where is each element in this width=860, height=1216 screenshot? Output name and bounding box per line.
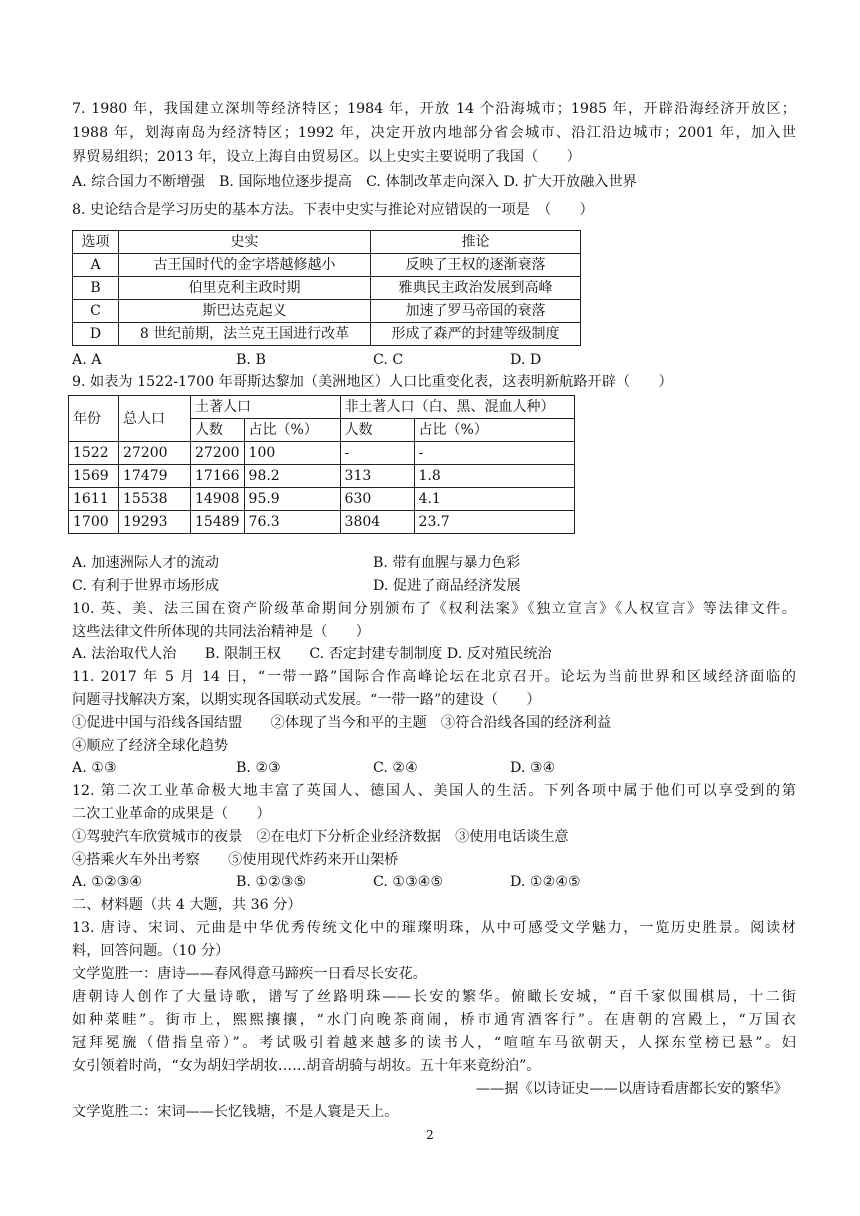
q13-line-1: 13. 唐诗、宋词、元曲是中华优秀传统文化中的璀璨明珠，从中可感受文学魅力，一览历史胜景。阅读材 — [72, 920, 796, 936]
table-cell: 15538 — [119, 488, 191, 511]
table-header-row — [73, 231, 581, 254]
q10-options: A. 法治取代人治 B. 限制王权 C. 否定封建专制制度 D. 反对殖民统治 — [72, 646, 552, 662]
q8-option-c: C. C — [373, 352, 404, 368]
q12-line-3: ①驾驶汽车欣赏城市的夜景 ②在电灯下分析企业经济数据 ③使用电话谈生意 — [72, 829, 569, 845]
table-header-cell: 人数 — [191, 419, 245, 442]
q11-option-b: B. ②③ — [236, 760, 281, 776]
q8-option-a: A. A — [72, 352, 102, 368]
q10-line-2: 这些法律文件所体现的共同法治精神是（ ） — [72, 624, 370, 640]
q9-stem: 9. 如表为 1522-1700 年哥斯达黎加（美洲地区）人口比重变化表，这表明新航路开辟（ ） — [72, 374, 673, 390]
table-cell: 27200 — [191, 442, 245, 465]
table-header-cell: 总人口 — [119, 396, 191, 442]
q7-line-3: 界贸易组织；2013 年，设立上海自由贸易区。以上史实主要说明了我国（ ） — [72, 149, 581, 165]
table-header-row — [69, 396, 575, 419]
q13-line-5: 如种菜畦”。街市上，熙熙攘攘，“水门向晚茶商闹，桥市通宵酒客行”。在唐朝的宫殿上，“万国衣 — [72, 1012, 796, 1028]
table-header-cell: 占比（%） — [414, 419, 574, 442]
table-cell: 1569 — [69, 465, 119, 488]
q13-line-6: 冠拜冕旒（借指皇帝）”。考试吸引着越来越多的读书人，“喧喧车马欲朝天，人探东堂榜已悬”。妇 — [72, 1035, 796, 1051]
q12-line-2: 二次工业革命的成果是（ ） — [72, 806, 271, 822]
table-cell: C — [73, 300, 119, 323]
table-header-cell: 人数 — [340, 419, 414, 442]
table-cell: 1522 — [69, 442, 119, 465]
table-cell: 630 — [340, 488, 414, 511]
table-row — [73, 300, 581, 323]
q12-option-d: D. ①②④⑤ — [510, 874, 581, 890]
q11-line-3: ①促进中国与沿线各国结盟 ②体现了当今和平的主题 ③符合沿线各国的经济利益 — [72, 715, 612, 731]
table-cell: 14908 — [191, 488, 245, 511]
q11-line-1: 11. 2017 年 5 月 14 日，“一带一路”国际合作高峰论坛在北京召开。论坛为当前世界和区域经济面临的 — [72, 669, 796, 685]
q8-option-b: B. B — [236, 352, 266, 368]
q13-line-7: 女引领着时尚，“女为胡妇学胡妆……胡音胡骑与胡妆。五十年来竟纷泊”。 — [72, 1058, 541, 1074]
table-cell: - — [414, 442, 574, 465]
table-cell: A — [73, 254, 119, 277]
table-cell: 雅典民主政治发展到高峰 — [371, 277, 581, 300]
q11-line-4: ④顺应了经济全球化趋势 — [72, 738, 229, 754]
table-cell: 76.3 — [244, 511, 340, 534]
q13-source: ——据《以诗证史——以唐诗看唐都长安的繁华》 — [475, 1081, 788, 1097]
table-header-cell: 年份 — [69, 396, 119, 442]
q7-line-1: 7. 1980 年，我国建立深圳等经济特区；1984 年，开放 14 个沿海城市；1985 年，开辟沿海经济开放区； — [72, 101, 796, 117]
q12-line-4: ④搭乘火车外出考察 ⑤使用现代炸药来开山架桥 — [72, 852, 399, 868]
table-cell: 98.2 — [244, 465, 340, 488]
table-cell: 古王国时代的金字塔越修越小 — [119, 254, 371, 277]
table-cell: 1611 — [69, 488, 119, 511]
table-cell: 4.1 — [414, 488, 574, 511]
table-row — [69, 465, 575, 488]
table-cell: 形成了森严的封建等级制度 — [371, 323, 581, 346]
q13-material-title-2: 文学览胜二：宋词——长忆钱塘，不是人寰是天上。 — [72, 1104, 399, 1120]
table-cell: D — [73, 323, 119, 346]
q11-line-2: 问题寻找解决方案，以期实现各国联动式发展。“一带一路”的建设（ ） — [72, 692, 541, 708]
table-cell: 反映了王权的逐渐衰落 — [371, 254, 581, 277]
table-header-cell: 选项 — [73, 231, 119, 254]
table-cell: 8 世纪前期，法兰克王国进行改革 — [119, 323, 371, 346]
table-cell: 100 — [244, 442, 340, 465]
q11-option-d: D. ③④ — [510, 760, 556, 776]
q9-option-b: B. 带有血腥与暴力色彩 — [373, 555, 521, 571]
q9-option-d: D. 促进了商品经济发展 — [373, 578, 521, 594]
table-cell: 17166 — [191, 465, 245, 488]
q9-option-a: A. 加速洲际人才的流动 — [72, 555, 219, 571]
table-row — [69, 511, 575, 534]
table-header-cell: 土著人口 — [191, 396, 341, 419]
table-header-cell: 非土著人口（白、黑、混血人种） — [340, 396, 574, 419]
table-cell: 27200 — [119, 442, 191, 465]
table-cell: - — [340, 442, 414, 465]
section-heading: 二、材料题（共 4 大题，共 36 分） — [72, 897, 302, 913]
table-cell: 15489 — [191, 511, 245, 534]
q9-table — [68, 395, 575, 534]
table-row — [73, 254, 581, 277]
table-cell: 17479 — [119, 465, 191, 488]
q7-options: A. 综合国力不断增强 B. 国际地位逐步提高 C. 体制改革走向深入 D. 扩大开放融入世界 — [72, 174, 637, 190]
table-header-cell: 推论 — [371, 231, 581, 254]
page-number: 2 — [426, 1128, 434, 1142]
table-row — [73, 323, 581, 346]
q10-line-1: 10. 英、美、法三国在资产阶级革命期间分别颁布了《权利法案》《独立宣言》《人权宣言》等法律文件。 — [72, 601, 796, 617]
q8-stem: 8. 史论结合是学习历史的基本方法。下表中史实与推论对应错误的一项是 （ ） — [72, 202, 594, 218]
q12-option-b: B. ①②③⑤ — [236, 874, 307, 890]
q13-material-title-1: 文学览胜一：唐诗——春风得意马蹄疾一日看尽长安花。 — [72, 966, 427, 982]
table-cell: 3804 — [340, 511, 414, 534]
q12-option-c: C. ①③④⑤ — [373, 874, 444, 890]
q13-line-2: 料，回答问题。（10 分） — [72, 943, 230, 959]
table-cell: B — [73, 277, 119, 300]
q9-option-c: C. 有利于世界市场形成 — [72, 578, 220, 594]
q11-option-a: A. ①③ — [72, 760, 117, 776]
table-cell: 23.7 — [414, 511, 574, 534]
table-cell: 19293 — [119, 511, 191, 534]
table-row — [73, 277, 581, 300]
table-cell: 斯巴达克起义 — [119, 300, 371, 323]
table-cell: 313 — [340, 465, 414, 488]
q12-option-a: A. ①②③④ — [72, 874, 143, 890]
table-header-cell: 史实 — [119, 231, 371, 254]
table-row — [69, 488, 575, 511]
table-cell: 加速了罗马帝国的衰落 — [371, 300, 581, 323]
table-cell: 1700 — [69, 511, 119, 534]
q12-line-1: 12. 第二次工业革命极大地丰富了英国人、德国人、美国人的生活。下列各项中属于他们可以享受到的第 — [72, 783, 796, 799]
q8-table — [72, 230, 581, 346]
table-header-cell: 占比（%） — [244, 419, 340, 442]
q13-line-4: 唐朝诗人创作了大量诗歌，谱写了丝路明珠——长安的繁华。俯瞰长安城，“百千家似围棋局，十二街 — [72, 989, 796, 1005]
table-cell: 1.8 — [414, 465, 574, 488]
table-row — [69, 442, 575, 465]
table-cell: 95.9 — [244, 488, 340, 511]
table-cell: 伯里克利主政时期 — [119, 277, 371, 300]
q7-line-2: 1988 年，划海南岛为经济特区；1992 年，决定开放内地部分省会城市、沿江沿边城市；2001 年，加入世 — [72, 125, 796, 141]
q11-option-c: C. ②④ — [373, 760, 418, 776]
q8-option-d: D. D — [510, 352, 542, 368]
